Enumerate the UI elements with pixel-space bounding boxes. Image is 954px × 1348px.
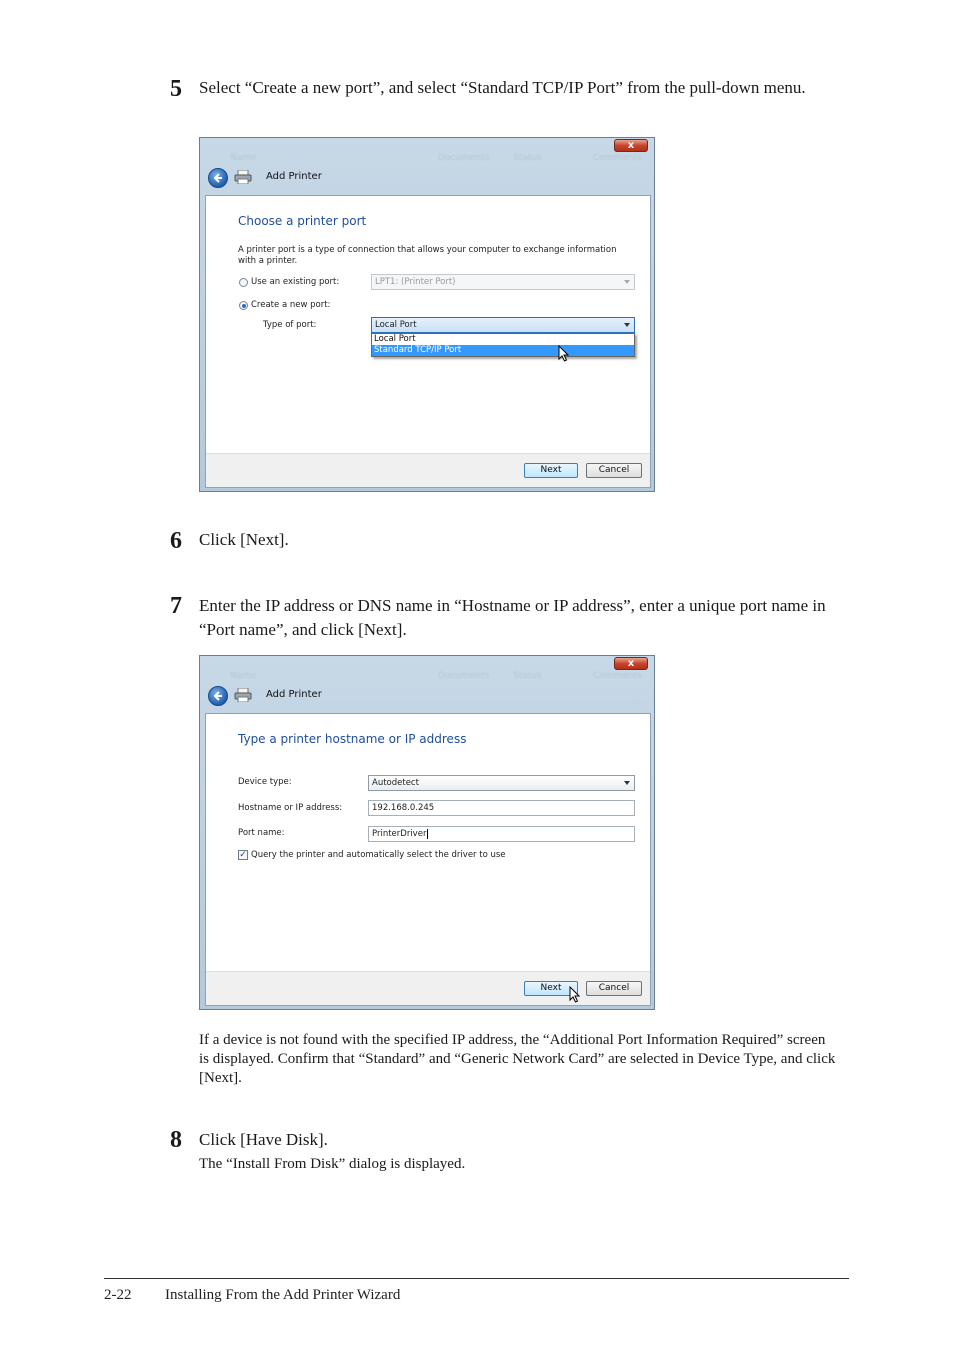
- bg-column-status: Status: [513, 671, 542, 681]
- wizard-panel: [205, 195, 651, 488]
- back-arrow-icon[interactable]: [208, 168, 228, 188]
- printer-icon: [234, 688, 252, 702]
- description-text: A printer port is a type of connection that allows your computer to exchange information with a printer.: [238, 245, 617, 266]
- wizard-footer: [206, 971, 650, 1005]
- bg-column-documents: Documents: [438, 671, 490, 681]
- type-of-port-select[interactable]: [371, 317, 635, 333]
- use-existing-port-radio[interactable]: [239, 278, 248, 287]
- page-heading: Choose a printer port: [238, 214, 367, 228]
- page-heading: Type a printer hostname or IP address: [238, 732, 467, 746]
- step-7-text: Enter the IP address or DNS name in “Hostname or IP address”, enter a unique port name in “Port name”, and click [Next].: [199, 596, 826, 639]
- chevron-down-icon: [624, 781, 630, 785]
- bg-column-documents: Documents: [438, 153, 490, 163]
- bg-column-comments: Comments: [593, 153, 642, 163]
- back-arrow-icon[interactable]: [208, 686, 228, 706]
- option-standard-tcpip-port[interactable]: Standard TCP/IP Port: [372, 345, 634, 356]
- device-type-label: Device type:: [238, 777, 292, 787]
- step-number-6: 6: [170, 528, 182, 554]
- chevron-down-icon: [624, 323, 630, 327]
- section-title: Installing From the Add Printer Wizard: [165, 1287, 401, 1303]
- printer-icon: [234, 170, 252, 184]
- step-number-5: 5: [170, 76, 182, 102]
- step-number-8: 8: [170, 1127, 182, 1153]
- page-number: 2-22: [104, 1287, 132, 1303]
- dialog-title: Add Printer: [266, 171, 322, 182]
- type-of-port-value: Local Port: [375, 320, 417, 330]
- close-button[interactable]: x: [614, 139, 648, 152]
- port-name-label: Port name:: [238, 828, 285, 838]
- bg-column-name: Name: [230, 671, 257, 681]
- step-5-text: Select “Create a new port”, and select “Standard TCP/IP Port” from the pull-down menu.: [199, 78, 806, 97]
- existing-port-value: LPT1: (Printer Port): [375, 277, 456, 287]
- existing-port-select[interactable]: [371, 274, 635, 290]
- use-existing-port-label: Use an existing port:: [251, 277, 340, 287]
- step-6-text: Click [Next].: [199, 530, 289, 549]
- bg-column-name: Name: [230, 153, 257, 163]
- chevron-down-icon: [624, 280, 630, 284]
- dialog-title: Add Printer: [266, 689, 322, 700]
- query-printer-label: Query the printer and automatically select the driver to use: [251, 850, 506, 860]
- wizard-footer: [206, 453, 650, 487]
- port-name-input[interactable]: [368, 826, 635, 842]
- bg-column-comments: Comments: [593, 671, 642, 681]
- next-button[interactable]: Next: [524, 463, 578, 478]
- step-8-note: The “Install From Disk” dialog is displayed.: [199, 1156, 466, 1172]
- hostname-input[interactable]: 192.168.0.245: [368, 800, 635, 816]
- close-button[interactable]: x: [614, 657, 648, 670]
- hostname-label: Hostname or IP address:: [238, 803, 343, 813]
- add-printer-dialog-port: [199, 137, 655, 492]
- device-type-value: Autodetect: [372, 778, 419, 788]
- port-type-dropdown-list: [371, 333, 635, 357]
- option-local-port[interactable]: Local Port: [374, 334, 416, 344]
- cancel-button[interactable]: Cancel: [586, 463, 642, 478]
- bg-column-status: Status: [513, 153, 542, 163]
- mouse-cursor-icon: [569, 986, 580, 1003]
- add-printer-dialog-hostname: [199, 655, 655, 1010]
- step-number-7: 7: [170, 593, 182, 619]
- device-type-select[interactable]: [368, 775, 635, 791]
- type-of-port-label: Type of port:: [263, 320, 317, 330]
- create-new-port-label: Create a new port:: [251, 300, 331, 310]
- text-caret: [427, 829, 428, 839]
- cancel-button[interactable]: Cancel: [586, 981, 642, 996]
- port-name-value: PrinterDriver: [372, 829, 427, 839]
- create-new-port-radio[interactable]: [239, 301, 248, 310]
- query-printer-checkbox[interactable]: ✓: [239, 850, 247, 860]
- wizard-panel: [205, 713, 651, 1006]
- footer-rule: [104, 1278, 849, 1279]
- step-7-note: If a device is not found with the specified IP address, the “Additional Port Information Required” screen is displayed. Confirm that “Standard” and “Generic Network Card” are selected in Device Type, and click [Next].: [199, 1032, 836, 1086]
- step-8-text: Click [Have Disk].: [199, 1130, 328, 1149]
- next-button[interactable]: Next: [524, 981, 578, 996]
- mouse-cursor-icon: [558, 345, 569, 362]
